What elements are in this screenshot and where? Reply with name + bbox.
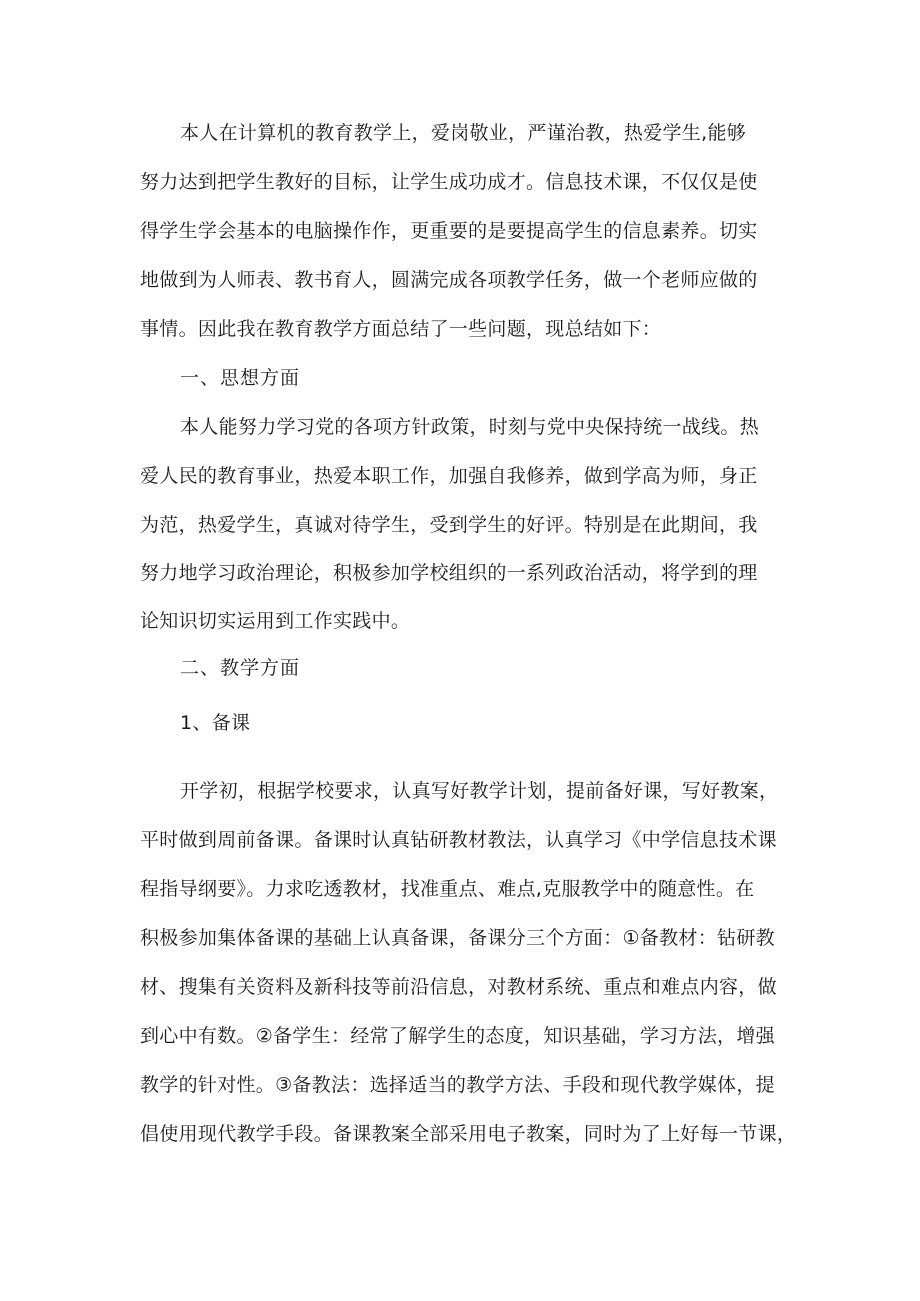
section1-line-3: 为范，热爱学生，真诚对待学生，受到学生的好评。特别是在此期间，我: [140, 514, 758, 536]
section1-line-1: 本人能努力学习党的各项方针政策，时刻与党中央保持统一战线。热: [180, 416, 760, 438]
subsection1-line-4: 积极参加集体备课的基础上认真备课，备课分三个方面：①备教材：钻研教: [140, 927, 775, 949]
section1-line-5: 论知识切实运用到工作实践中。: [140, 610, 411, 632]
intro-line-5: 事情。因此我在教育教学方面总结了一些问题，现总结如下：: [140, 318, 662, 340]
subsection1-line-3: 程指导纲要》。力求吃透教材，找准重点、难点,克服教学中的随意性。在: [140, 878, 755, 900]
section1-line-2: 爱人民的教育事业，热爱本职工作，加强自我修养，做到学高为师，身正: [140, 465, 758, 487]
section-heading-thought: 一、思想方面: [180, 367, 301, 389]
subsection1-line-2: 平时做到周前备课。备课时认真钻研教材教法，认真学习《中学信息技术课: [140, 829, 777, 851]
section1-line-4: 努力地学习政治理论，积极参加学校组织的一系列政治活动，将学到的理: [140, 562, 758, 584]
intro-line-4: 地做到为人师表、教书育人，圆满完成各项教学任务，做一个老师应做的: [140, 269, 758, 291]
section-heading-teaching: 二、教学方面: [180, 657, 301, 679]
intro-line-3: 得学生学会基本的电脑操作作，更重要的是要提高学生的信息素养。切实: [140, 220, 758, 242]
subsection1-line-5: 材、搜集有关资料及新科技等前沿信息，对教材系统、重点和难点内容，做: [140, 976, 777, 998]
intro-line-1: 本人在计算机的教育教学上，爱岗敬业，严谨治教，热爱学生,能够: [180, 122, 747, 144]
subsection1-line-8: 倡使用现代教学手段。备课教案全部采用电子教案，同时为了上好每一节课，: [140, 1123, 797, 1145]
subsection1-line-7: 教学的针对性。③备教法：选择适当的教学方法、手段和现代教学媒体，提: [140, 1074, 775, 1096]
intro-line-2: 努力达到把学生教好的目标，让学生成功成才。信息技术课，不仅仅是使: [140, 171, 758, 193]
subsection1-line-1: 开学初，根据学校要求，认真写好教学计划，提前备好课，写好教案，: [180, 780, 779, 802]
subsection-heading-lesson-prep: 1、备课: [180, 712, 251, 734]
subsection1-line-6: 到心中有数。②备学生：经常了解学生的态度，知识基础，学习方法，增强: [140, 1025, 775, 1047]
